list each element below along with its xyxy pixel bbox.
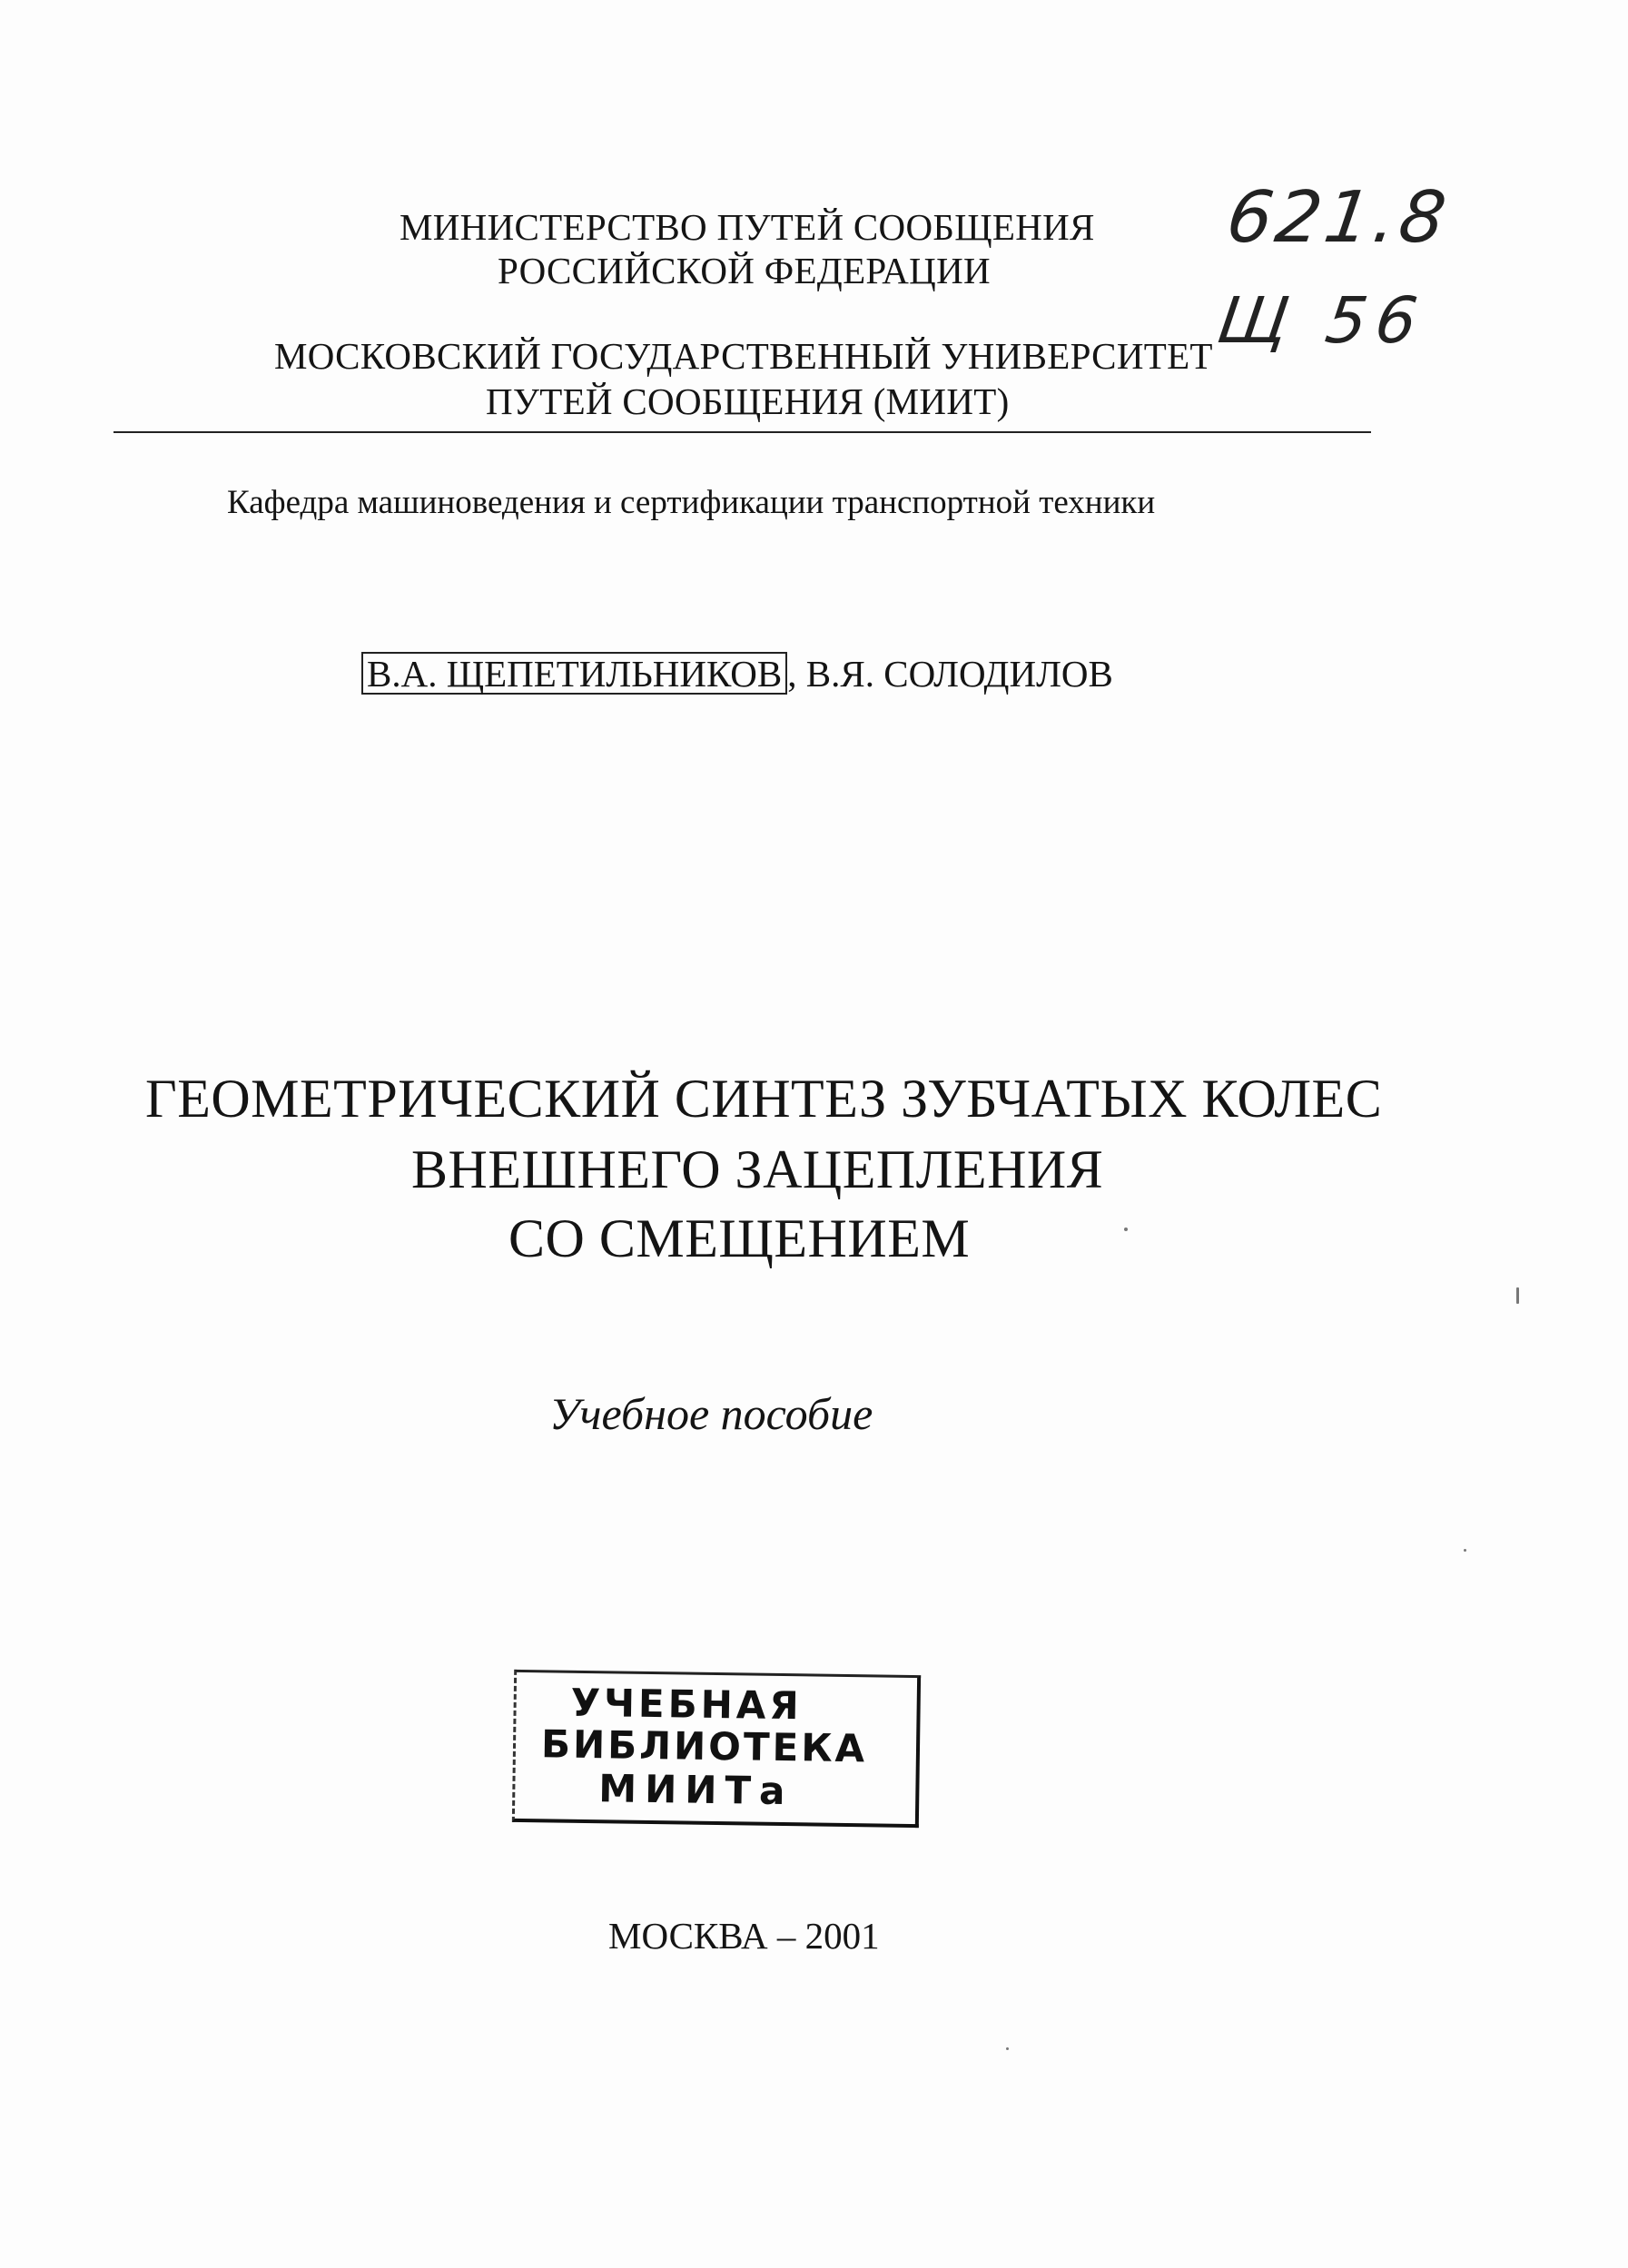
scan-speck bbox=[1124, 1228, 1128, 1231]
document-type: Учебное пособие bbox=[549, 1388, 873, 1439]
stamp-line-3: МИИТа bbox=[598, 1766, 794, 1814]
ministry-line-2: РОССИЙСКОЙ ФЕДЕРАЦИИ bbox=[498, 250, 991, 291]
header-divider bbox=[113, 431, 1371, 433]
handwritten-shelf-mark-line-1: 621.8 bbox=[1221, 177, 1455, 259]
author-first: В.А. ЩЕПЕТИЛЬНИКОВ bbox=[361, 652, 787, 695]
title-line-2: ВНЕШНЕГО ЗАЦЕПЛЕНИЯ bbox=[411, 1139, 1104, 1199]
author-second: В.Я. СОЛОДИЛОВ bbox=[805, 653, 1113, 695]
university-line-2: ПУТЕЙ СООБЩЕНИЯ (МИИТ) bbox=[486, 380, 1010, 422]
library-stamp bbox=[512, 1670, 921, 1828]
title-line-3: СО СМЕЩЕНИЕМ bbox=[508, 1208, 971, 1268]
ministry-line-1: МИНИСТЕРСТВО ПУТЕЙ СООБЩЕНИЯ bbox=[400, 206, 1095, 248]
stamp-line-2: БИБЛИОТЕКА bbox=[540, 1721, 868, 1771]
author-separator: , bbox=[787, 653, 806, 695]
department: Кафедра машиноведения и сертификации транспортной техники bbox=[227, 484, 1156, 521]
title-line-1: ГЕОМЕТРИЧЕСКИЙ СИНТЕЗ ЗУБЧАТЫХ КОЛЕС bbox=[145, 1069, 1383, 1129]
scan-speck bbox=[1006, 2047, 1009, 2050]
imprint-city-year: МОСКВА – 2001 bbox=[608, 1915, 880, 1957]
university-line-1: МОСКОВСКИЙ ГОСУДАРСТВЕННЫЙ УНИВЕРСИТЕТ bbox=[274, 335, 1213, 377]
stamp-line-1: УЧЕБНАЯ bbox=[570, 1680, 804, 1729]
handwritten-shelf-mark-line-2: Щ 56 bbox=[1213, 283, 1431, 358]
scan-speck bbox=[1516, 1287, 1519, 1304]
scan-speck bbox=[1464, 1549, 1466, 1552]
authors bbox=[361, 652, 1113, 695]
